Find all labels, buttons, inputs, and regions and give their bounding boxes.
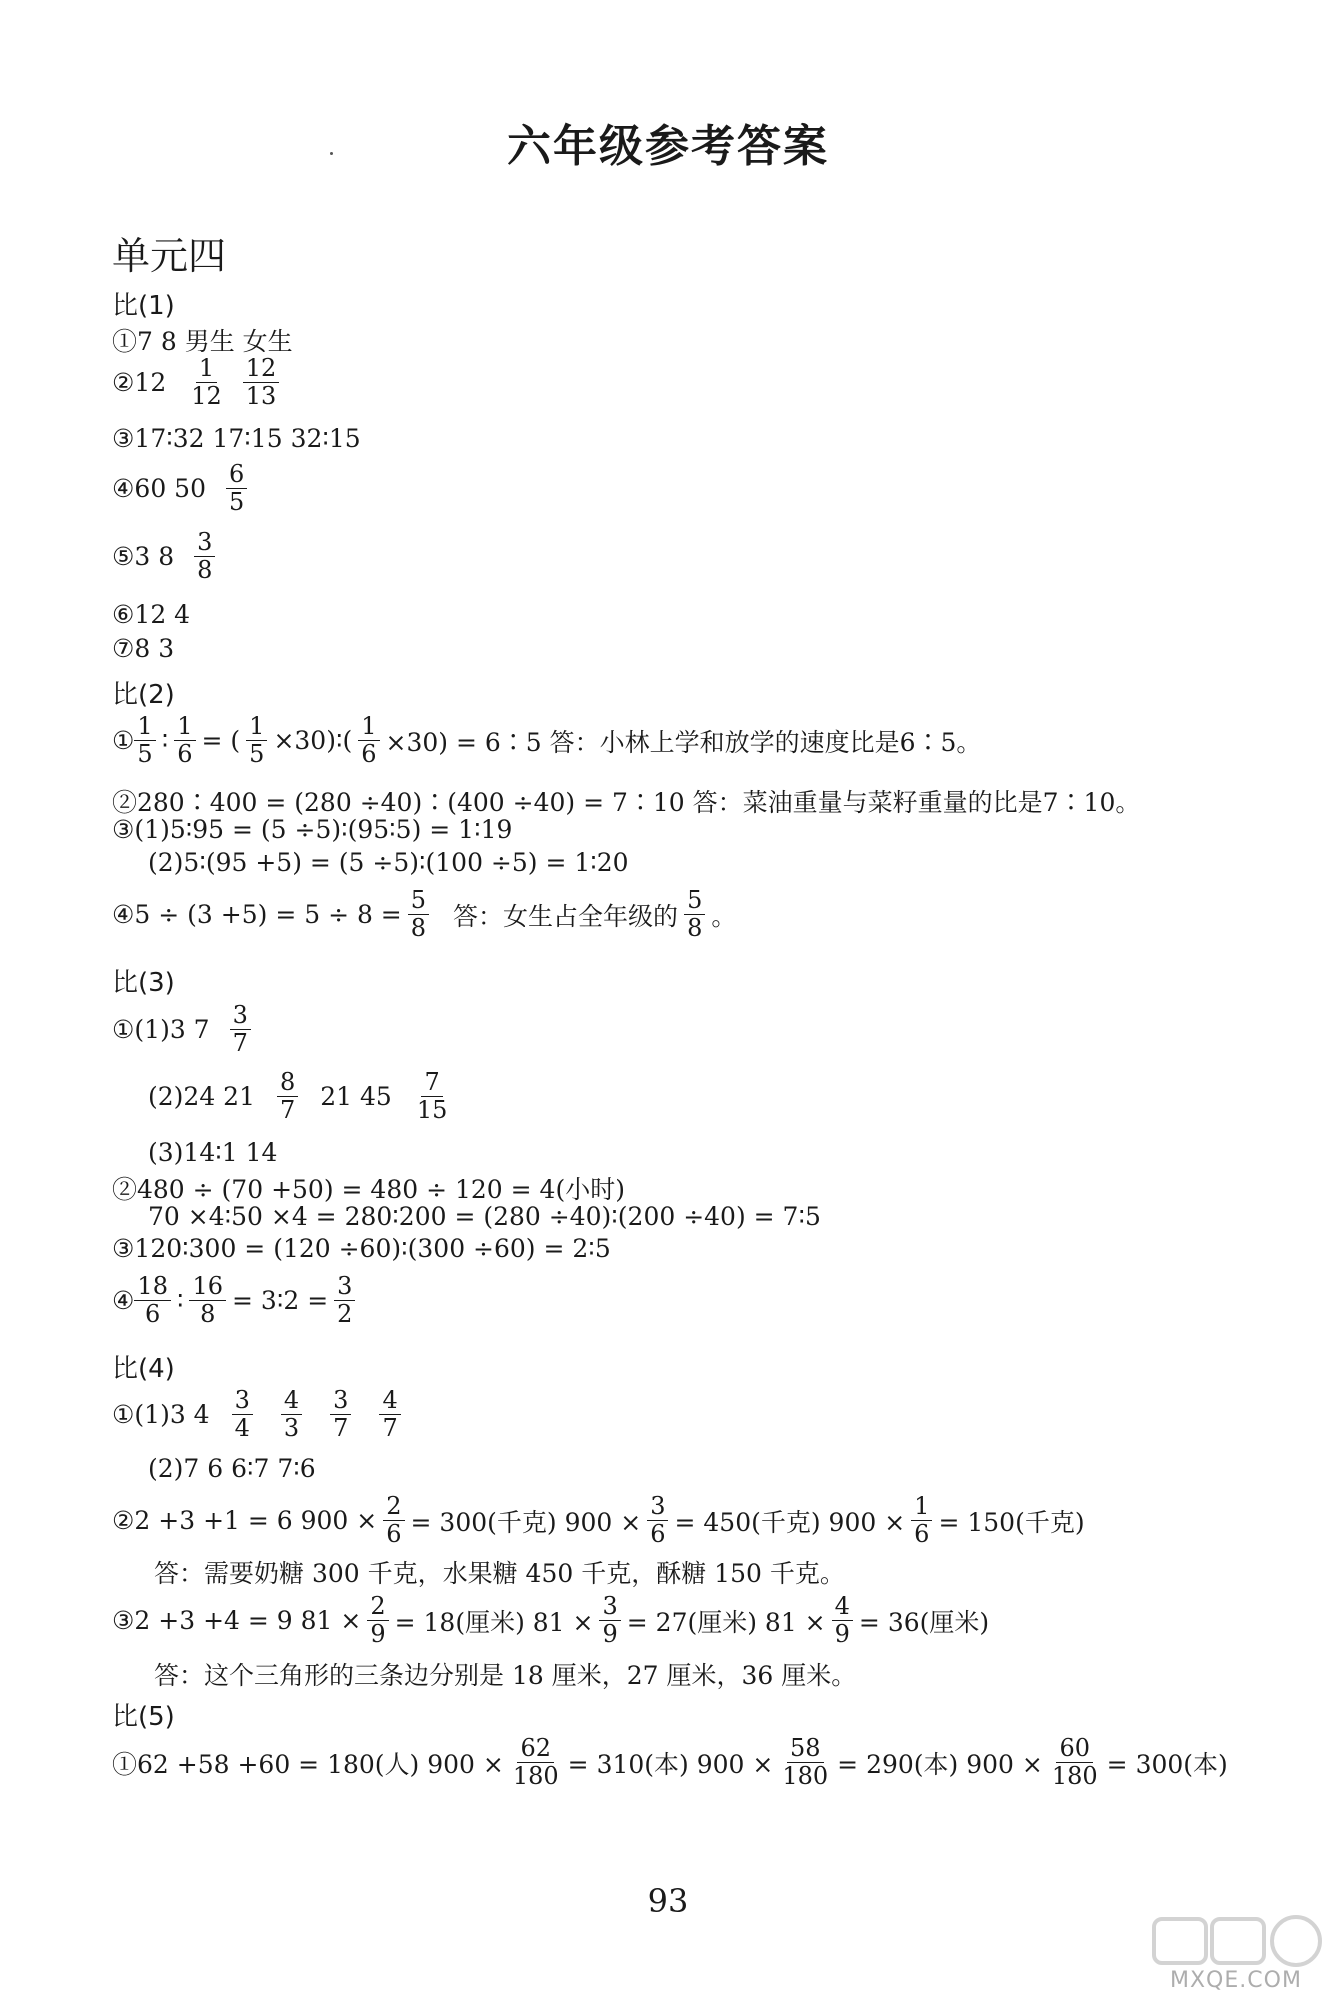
answer-text: ④60 50 [112, 474, 206, 504]
answer-text: = 290(本) 900 × [837, 1749, 1043, 1779]
answer-text: = 150(千克) [938, 1507, 1085, 1537]
answer-text: 答：女生占全年级的 [453, 901, 679, 931]
answer-text: = ( [201, 726, 241, 756]
fraction: $\frac{7}{15}$ [416, 1068, 448, 1125]
answer-line [112, 1736, 1228, 1789]
fraction: $\frac{1}{5}$ [246, 714, 267, 767]
answer-text: 。 [711, 901, 737, 931]
answer-line: 答：需要奶糖 300 千克，水果糖 450 千克，酥糖 150 千克。 [154, 1559, 845, 1588]
page-number: 93 [647, 1882, 689, 1920]
answer-line [112, 530, 221, 583]
fraction: $\frac{1}{12}$ [191, 354, 222, 411]
answer-text: = 300(本) [1106, 1749, 1228, 1779]
answer-line [112, 1388, 407, 1441]
answer-text: = 36(厘米) [858, 1607, 990, 1637]
section-heading-3: 比(3) [112, 968, 175, 998]
answer-line: ③(1)5∶95 = (5 ÷5)∶(95∶5) = 1∶19 [112, 815, 513, 844]
answer-line [112, 714, 981, 767]
answer-line [112, 888, 736, 941]
answer-line: ③17∶32 17∶15 32∶15 [112, 424, 361, 453]
answer-text: ②12 [112, 368, 167, 398]
fraction: $\frac{3}{6}$ [647, 1494, 668, 1547]
section-heading-1: 比(1) [112, 291, 175, 321]
fraction: $\frac{12}{13}$ [243, 356, 280, 409]
fraction: $\frac{1}{5}$ [134, 714, 155, 767]
answer-text: ②2 +3 +1 = 6 900 × [112, 1506, 378, 1536]
fraction: $\frac{16}{8}$ [189, 1274, 226, 1327]
fraction: $\frac{3}{8}$ [194, 530, 215, 583]
answer-line [112, 1594, 989, 1647]
answer-line: ⑥12 4 [112, 600, 191, 629]
fraction: $\frac{3}{7}$ [330, 1388, 351, 1441]
fraction: $\frac{3}{9}$ [599, 1594, 620, 1647]
answer-text: = 450(千克) 900 × [674, 1507, 906, 1537]
section-heading-2: 比(2) [112, 680, 175, 710]
answer-line: ②280∶400 = (280 ÷40)∶(400 ÷40) = 7∶10 答：菜油重量与菜籽重量的比是7∶10。 [112, 788, 1141, 817]
fraction: $\frac{2}{9}$ [367, 1594, 388, 1647]
answer-text: ① [112, 726, 135, 756]
watermark-logo-icon [1150, 1915, 1330, 2007]
ratio-sign: ∶ [176, 1286, 184, 1316]
answer-text: ③2 +3 +4 = 9 81 × [112, 1606, 362, 1636]
unit-heading: 单元四 [112, 234, 227, 278]
fraction: $\frac{18}{6}$ [134, 1274, 171, 1327]
answer-text: ④5 ÷ (3 +5) = 5 ÷ 8 = [112, 900, 402, 930]
answer-text: ×30)∶( [273, 726, 353, 756]
answer-text: ⑤3 8 [112, 542, 175, 572]
answer-line [112, 1494, 1085, 1547]
answer-text: 21 45 [320, 1082, 392, 1112]
fraction: $\frac{62}{180}$ [512, 1734, 559, 1791]
answer-line: (2)5∶(95 +5) = (5 ÷5)∶(100 ÷5) = 1∶20 [148, 848, 629, 877]
fraction: $\frac{2}{6}$ [383, 1494, 404, 1547]
answer-line: (3)14∶1 14 [148, 1138, 278, 1167]
fraction: $\frac{1}{6}$ [174, 714, 195, 767]
fraction: $\frac{5}{8}$ [684, 888, 705, 941]
answer-line [112, 356, 285, 409]
answer-line: 答：这个三角形的三条边分别是 18 厘米，27 厘米，36 厘米。 [154, 1661, 857, 1690]
answer-text: = 3∶2 = [232, 1286, 329, 1316]
answer-line [148, 1070, 456, 1123]
answer-text: = 18(厘米) 81 × [394, 1607, 594, 1637]
answer-text: ×30) = 6∶5 答：小林上学和放学的速度比是6∶5。 [385, 727, 982, 757]
answer-text: ①(1)3 4 [112, 1400, 210, 1430]
fraction: $\frac{58}{180}$ [782, 1734, 829, 1791]
fraction: $\frac{4}{3}$ [281, 1388, 302, 1441]
answer-line [112, 462, 253, 515]
fraction: $\frac{1}{6}$ [358, 714, 379, 767]
fraction: $\frac{3}{4}$ [232, 1388, 253, 1441]
fraction: $\frac{3}{7}$ [230, 1003, 251, 1056]
answer-text: (2)24 21 [148, 1082, 255, 1112]
answer-line: (2)7 6 6∶7 7∶6 [148, 1454, 316, 1483]
answer-line: ②480 ÷ (70 +50) = 480 ÷ 120 = 4(小时) [112, 1175, 625, 1204]
answer-line [112, 1003, 257, 1056]
section-heading-4: 比(4) [112, 1354, 175, 1384]
fraction: $\frac{6}{5}$ [226, 462, 247, 515]
fraction: $\frac{60}{180}$ [1051, 1734, 1098, 1791]
ratio-sign: ∶ [161, 726, 169, 756]
section-heading-5: 比(5) [112, 1702, 175, 1732]
answer-text: = 27(厘米) 81 × [626, 1607, 826, 1637]
answer-line: ⑦8 3 [112, 634, 175, 663]
answer-line: 70 ×4∶50 ×4 = 280∶200 = (280 ÷40)∶(200 ÷40) = 7∶5 [148, 1202, 821, 1231]
fraction: $\frac{5}{8}$ [408, 888, 429, 941]
fraction: $\frac{8}{7}$ [277, 1070, 298, 1123]
answer-text: ④ [112, 1286, 135, 1316]
page-title: 六年级参考答案 [507, 121, 829, 172]
answer-line [112, 1274, 361, 1327]
watermark-text: MXQE.COM [1170, 1968, 1302, 1993]
answer-text: = 300(千克) 900 × [410, 1507, 642, 1537]
answer-line: ③120∶300 = (120 ÷60)∶(300 ÷60) = 2∶5 [112, 1234, 611, 1263]
fraction: $\frac{4}{7}$ [379, 1388, 400, 1441]
fraction: $\frac{3}{2}$ [334, 1274, 355, 1327]
answer-text: = 310(本) 900 × [567, 1749, 774, 1779]
answer-line: ①7 8 男生 女生 [112, 327, 293, 356]
answer-text: ①(1)3 7 [112, 1015, 210, 1045]
fraction: $\frac{4}{9}$ [832, 1594, 853, 1647]
fraction: $\frac{1}{6}$ [911, 1494, 932, 1547]
answer-text: ①62 +58 +60 = 180(人) 900 × [112, 1749, 504, 1779]
